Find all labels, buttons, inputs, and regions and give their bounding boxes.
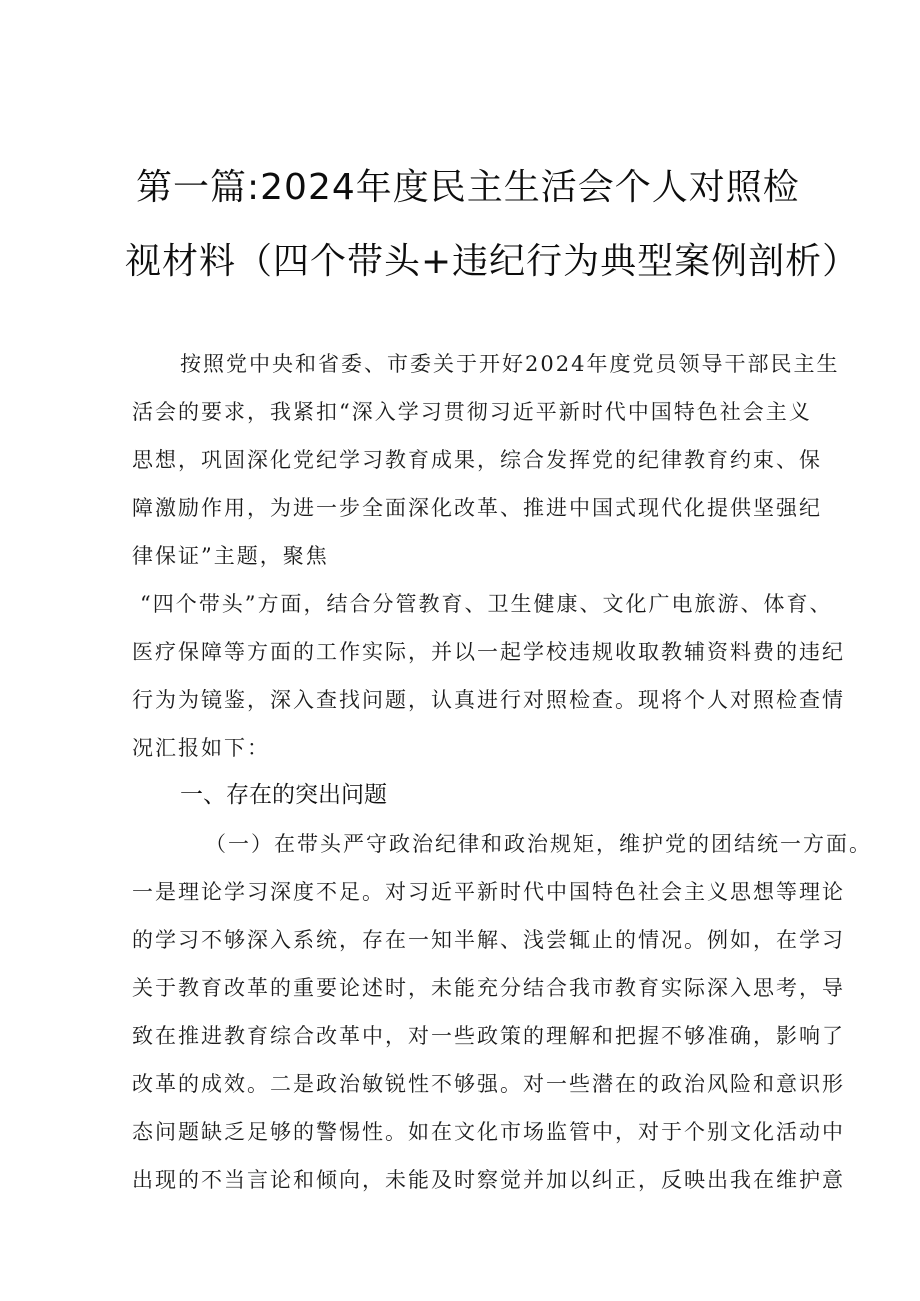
intro-line: 思想，巩固深化党纪学习教育成果，综合发挥党的纪律教育约束、保	[132, 448, 822, 472]
intro-line: 医疗保障等方面的工作实际，并以一起学校违规收取教辅资料费的违纪	[132, 640, 845, 664]
intro-line: 障激励作用，为进一步全面深化改革、推进中国式现代化提供坚强纪	[132, 496, 822, 520]
body-line: 出现的不当言论和倾向，未能及时察觉并加以纠正，反映出我在维护意	[132, 1168, 845, 1192]
intro-line: 律保证”主题，聚焦	[132, 544, 329, 568]
section-heading: 一、存在的突出问题	[180, 782, 387, 808]
body-line: 关于教育改革的重要论述时，未能充分结合我市教育实际深入思考，导	[132, 976, 845, 1000]
title-line-2: 视材料（四个带头+违纪行为典型案例剖析）	[125, 241, 860, 282]
intro-line: 况汇报如下：	[132, 736, 270, 760]
body-line: 一是理论学习深度不足。对习近平新时代中国特色社会主义思想等理论	[132, 880, 845, 904]
body-line: 致在推进教育综合改革中，对一些政策的理解和把握不够准确，影响了	[132, 1024, 845, 1048]
body-line: 的学习不够深入系统，存在一知半解、浅尝辄止的情况。例如，在学习	[132, 928, 845, 952]
intro-line: “四个带头”方面，结合分管教育、卫生健康、文化广电旅游、体育、	[140, 592, 833, 616]
title-line-1: 第一篇:2024年度民主生活会个人对照检	[136, 167, 800, 208]
body-line: 态问题缺乏足够的警惕性。如在文化市场监管中，对于个别文化活动中	[132, 1120, 845, 1144]
body-line: （一）在带头严守政治纪律和政治规矩，维护党的团结统一方面。	[205, 832, 872, 856]
intro-line: 行为为镜鉴，深入查找问题，认真进行对照检查。现将个人对照检查情	[132, 688, 845, 712]
intro-line: 活会的要求，我紧扣“深入学习贯彻习近平新时代中国特色社会主义	[132, 400, 812, 424]
intro-line: 按照党中央和省委、市委关于开好2024年度党员领导干部民主生	[180, 352, 840, 376]
body-line: 改革的成效。二是政治敏锐性不够强。对一些潜在的政治风险和意识形	[132, 1072, 845, 1096]
